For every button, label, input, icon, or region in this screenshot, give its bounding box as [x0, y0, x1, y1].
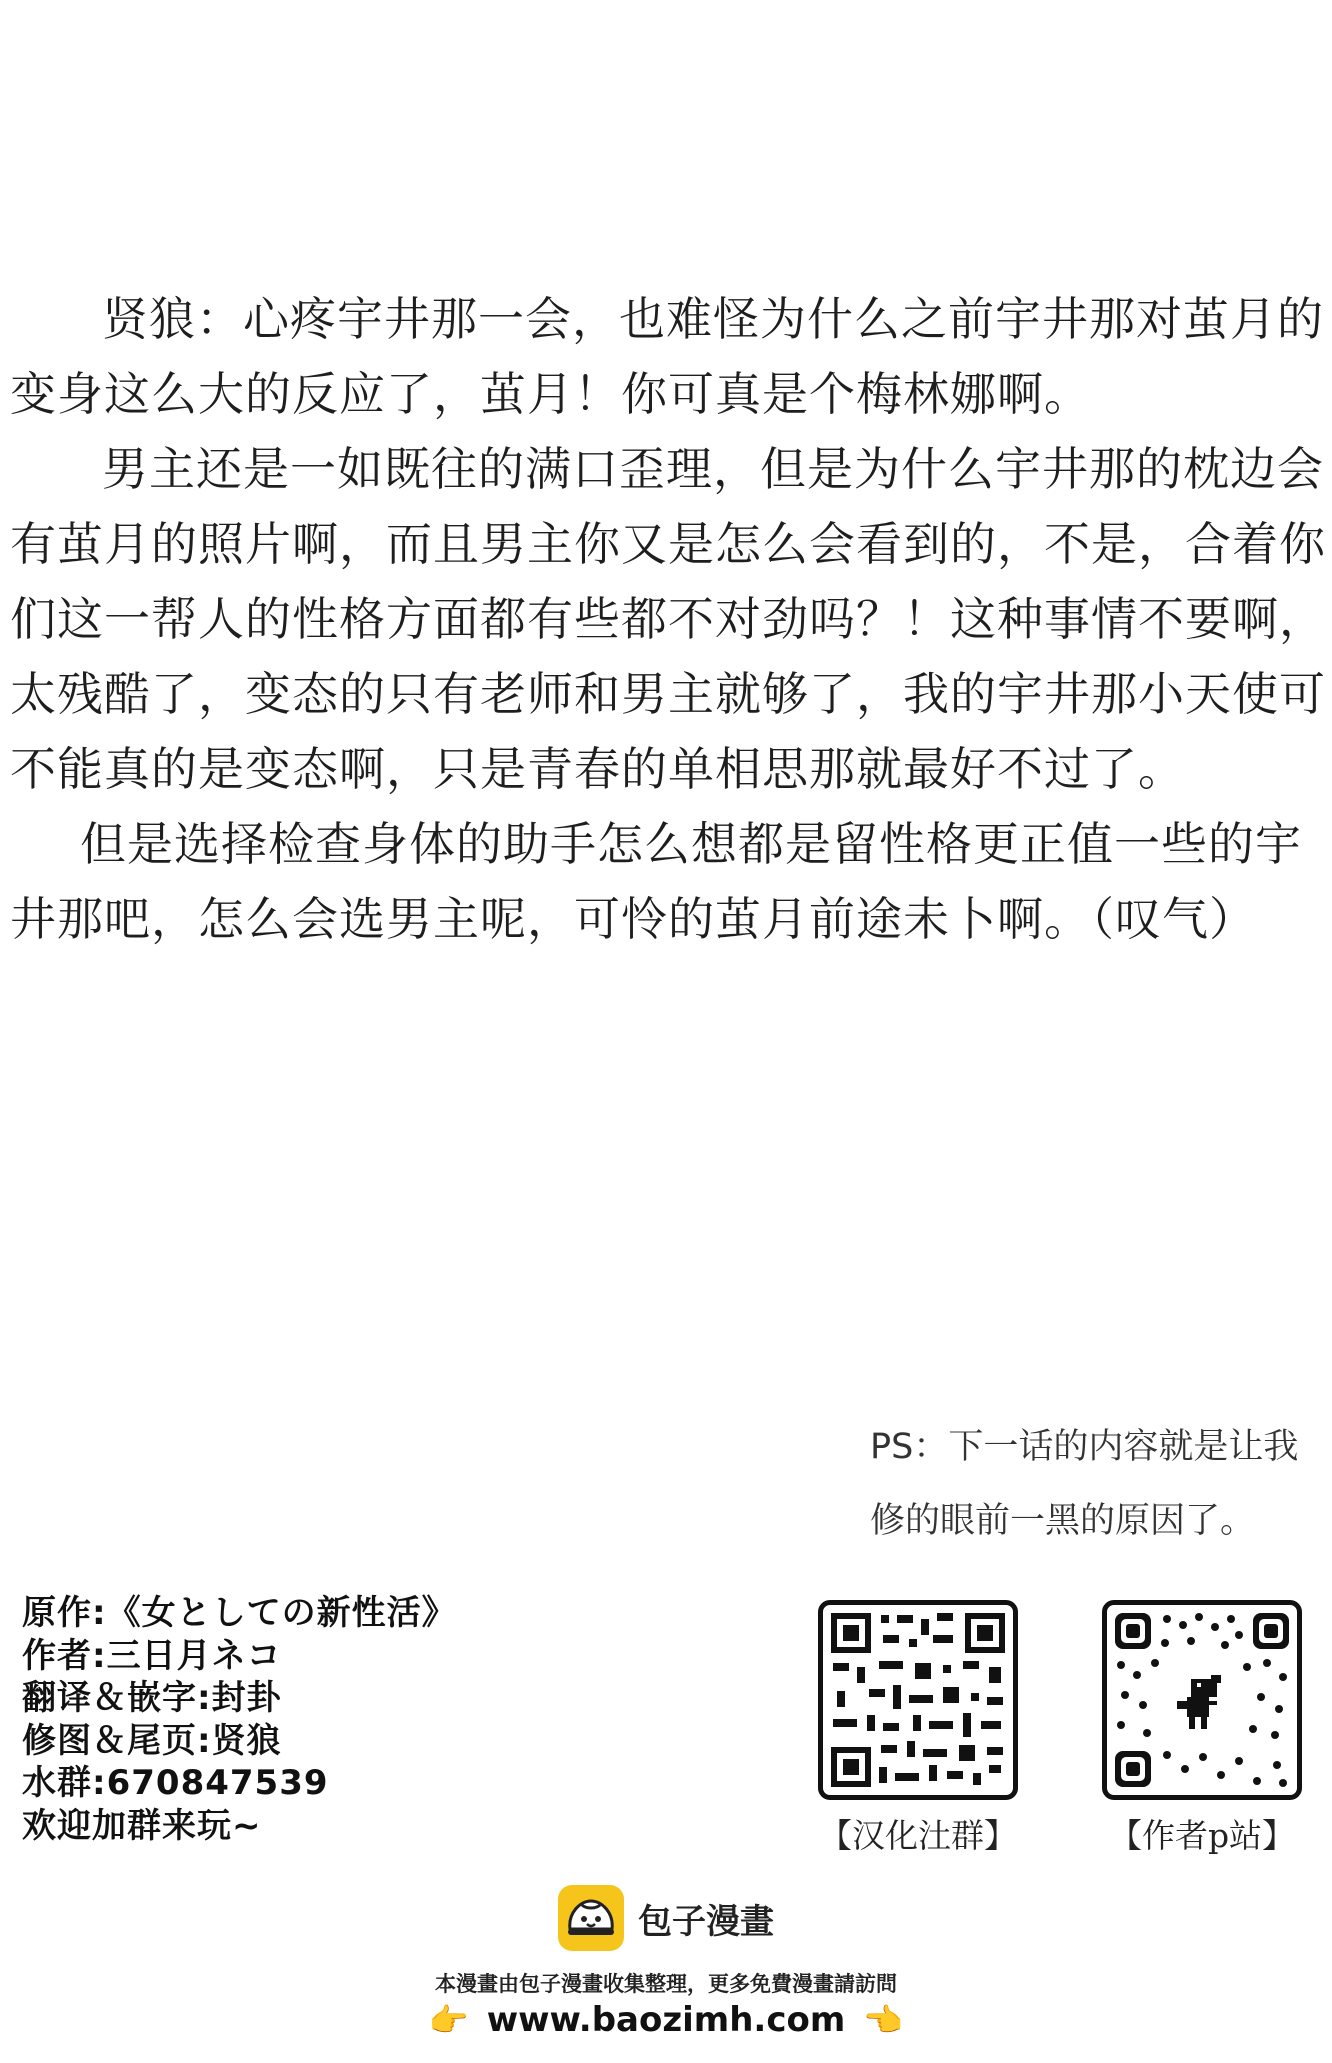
paragraph-2: 男主还是一如既往的满口歪理，但是为什么宇井那的枕边会有茧月的照片啊，而且男主你又是怎么会看到的，不是，合着你们这一帮人的性格方面都有些都不对劲吗？！这种事情不要啊，太残酷了，变态的只有老师和男主就够了，我的宇井那小天使可不能真的是变态啊，只是青春的单相思那就最好不过了。 — [10, 442, 1326, 796]
credit-edit: 修图＆尾页:贤狼 — [22, 1720, 282, 1761]
pointing-left-icon: 👈 — [863, 2001, 904, 2039]
credit-translate: 翻译＆嵌字:封卦 — [22, 1678, 282, 1718]
credit-author: 作者:三日月ネコ — [22, 1635, 282, 1676]
paragraph-1: 贤狼：心疼宇井那一会，也难怪为什么之前宇井那对茧月的变身这么大的反应了，茧月！你可真是个梅林娜啊。 — [10, 292, 1324, 421]
site-url-link[interactable]: www.baozimh.com — [486, 2000, 846, 2040]
brand-logo[interactable] — [0, 1885, 1332, 1951]
brand-name: 包子漫畫 — [638, 1901, 774, 1942]
bun-logo-icon — [558, 1885, 624, 1951]
qr-pattern — [823, 1605, 1013, 1795]
ps-line-1: PS：下一话的内容就是让我 — [870, 1427, 1299, 1467]
credit-welcome: 欢迎加群来玩~ — [22, 1805, 262, 1846]
ps-note — [870, 1410, 1320, 1558]
ps-line-2: 修的眼前一黑的原因了。 — [870, 1501, 1256, 1541]
qr-code-group[interactable] — [818, 1600, 1018, 1800]
qr-label-pixiv: 【作者p站】 — [1108, 1816, 1296, 1855]
paragraph-3: 但是选择检查身体的助手怎么想都是留性格更正值一些的宇井那吧，怎么会选男主呢，可怜的茧月前途未卜啊。（叹气） — [10, 817, 1302, 946]
footer-url-row[interactable] — [0, 2000, 1332, 2040]
qr-code-pixiv[interactable] — [1102, 1600, 1302, 1800]
credits-block — [22, 1592, 542, 1847]
qr-group[interactable] — [818, 1600, 1018, 1857]
qr-label-group: 【汉化汢群】 — [819, 1816, 1017, 1855]
footer-note: 本漫畫由包子漫畫收集整理，更多免費漫畫請訪問 — [435, 1972, 897, 1996]
credit-group: 水群:670847539 — [22, 1763, 329, 1803]
pointing-right-icon: 👉 — [428, 2001, 469, 2039]
qr-pixiv[interactable] — [1102, 1600, 1302, 1857]
qr-pattern-pixiv — [1107, 1605, 1297, 1795]
afterword-text — [10, 282, 1330, 957]
credit-original: 原作:《女としての新性活》 — [22, 1593, 457, 1633]
